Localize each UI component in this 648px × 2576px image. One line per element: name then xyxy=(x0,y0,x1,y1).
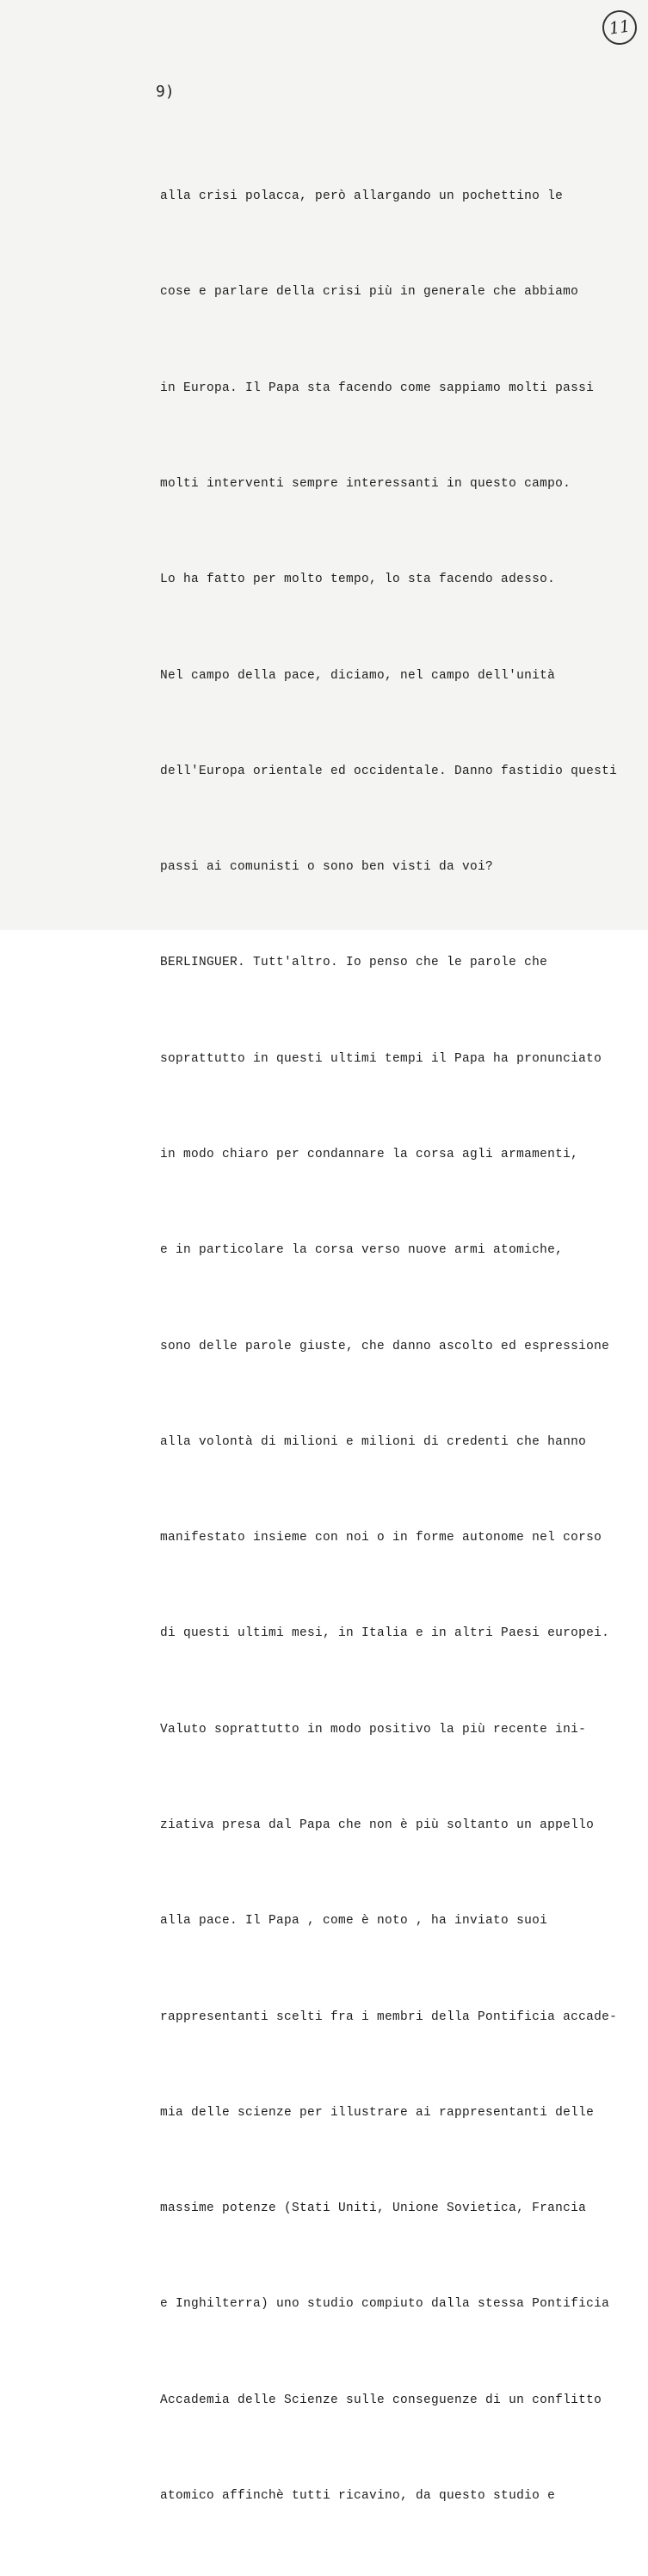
page-number: 9) xyxy=(156,83,175,101)
text-line: ziativa presa dal Papa che non è più soltanto un appello xyxy=(160,1817,595,1832)
typed-text-body xyxy=(160,117,642,2576)
text-line: mia delle scienze per illustrare ai rappresentanti delle xyxy=(160,2105,595,2120)
text-line: sono delle parole giuste, che danno ascolto ed espressione xyxy=(160,1339,610,1353)
text-line: massime potenze (Stati Uniti, Unione Sovietica, Francia xyxy=(160,2201,587,2216)
text-line: Accademia delle Scienze sulle conseguenze di un conflitto xyxy=(160,2393,602,2407)
text-line: in modo chiaro per condannare la corsa agli armamenti, xyxy=(160,1148,579,1161)
text-line: passi ai comunisti o sono ben visti da voi? xyxy=(160,860,494,875)
text-line: cose e parlare della crisi più in generale che abbiamo xyxy=(160,285,579,300)
text-line: manifestato insieme con noi o in forme autonome nel corso xyxy=(160,1531,602,1545)
stamp-number: 11 xyxy=(608,16,632,39)
text-line: Valuto soprattutto in modo positivo la più recente ini- xyxy=(160,1722,587,1737)
text-line: Lo ha fatto per molto tempo, lo sta facendo adesso. xyxy=(160,573,556,587)
text-line: alla crisi polacca, però allargando un pochettino le xyxy=(160,189,564,204)
text-line: di questi ultimi mesi, in Italia e in altri Paesi europei. xyxy=(160,1626,610,1641)
text-line: alla volontà di milioni e milioni di credenti che hanno xyxy=(160,1434,587,1449)
text-line: e Inghilterra) uno studio compiuto dalla stessa Pontificia xyxy=(160,2297,610,2312)
text-line: molti interventi sempre interessanti in questo campo. xyxy=(160,477,571,492)
text-line: alla pace. Il Papa , come è noto , ha inviato suoi xyxy=(160,1914,548,1929)
text-line: BERLINGUER. Tutt'altro. Io penso che le parole che xyxy=(160,956,548,970)
text-line: in Europa. Il Papa sta facendo come sappiamo molti passi xyxy=(160,381,595,395)
text-line: atomico affinchè tutti ricavino, da questo studio e xyxy=(160,2488,556,2503)
text-line: soprattutto in questi ultimi tempi il Papa ha pronunciato xyxy=(160,1051,602,1066)
text-line: e in particolare la corsa verso nuove armi atomiche, xyxy=(160,1243,564,1258)
text-line: dell'Europa orientale ed occidentale. Danno fastidio questi xyxy=(160,764,618,778)
page-stamp xyxy=(600,8,639,46)
text-line: Nel campo della pace, diciamo, nel campo dell'unità xyxy=(160,668,556,683)
text-line: rappresentanti scelti fra i membri della Pontificia accade- xyxy=(160,2009,618,2024)
